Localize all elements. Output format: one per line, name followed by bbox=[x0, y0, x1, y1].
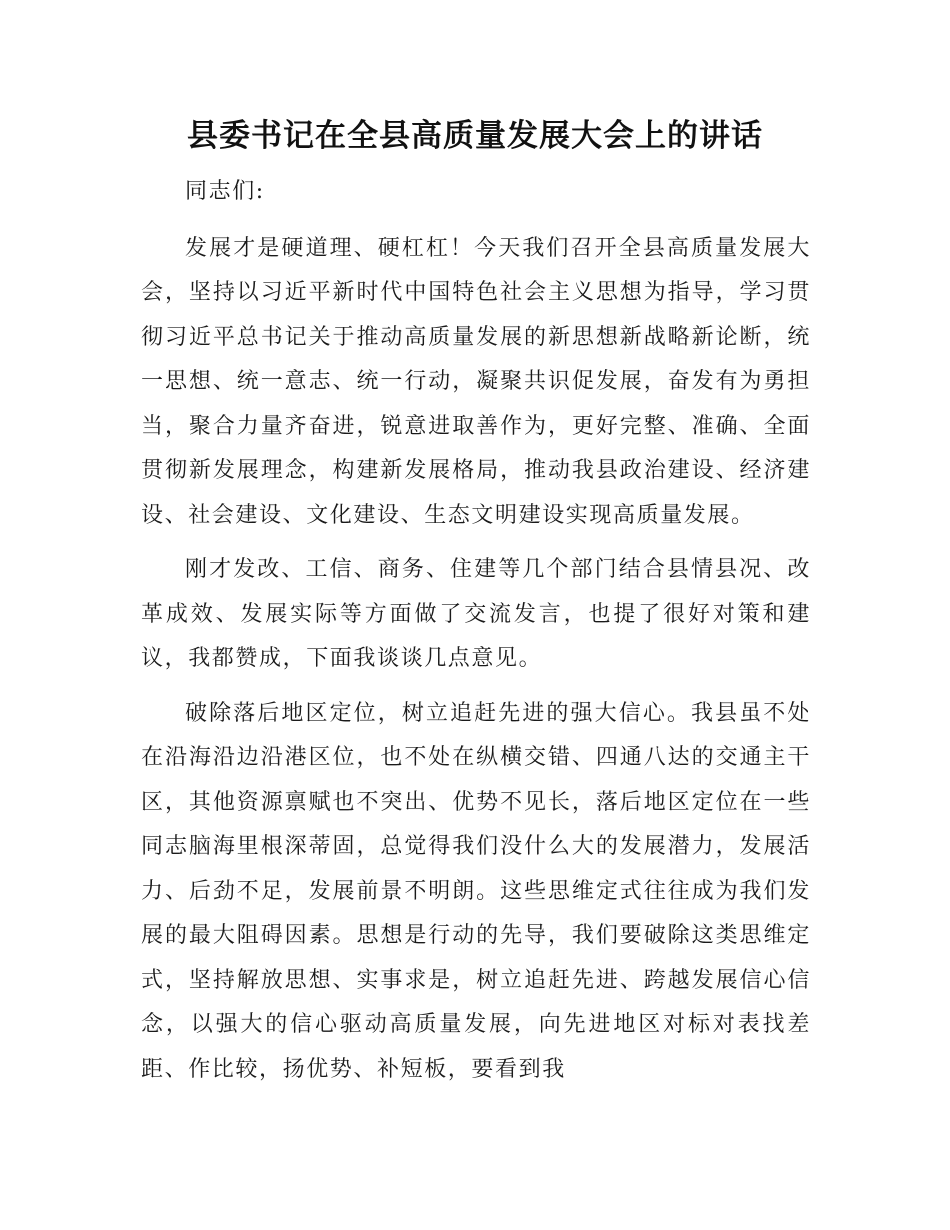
document-body bbox=[141, 170, 811, 1102]
paragraph-2: 刚才发改、工信、商务、住建等几个部门结合县情县况、改革成效、发展实际等方面做了交流发言，也提了很好对策和建议，我都赞成，下面我谈谈几点意见。 bbox=[141, 557, 811, 671]
paragraph-3: 破除落后地区定位，树立追赶先进的强大信心。我县虽不处在沿海沿边沿港区位，也不处在纵横交错、四通八达的交通主干区，其他资源禀赋也不突出、优势不见长，落后地区定位在一些同志脑海里根深蒂固，总觉得我们没什么大的发展潜力，发展活力、后劲不足，发展前景不明朗。这些思维定式往往成为我们发展的最大阻碍因素。思想是行动的先导，我们要破除这类思维定式，坚持解放思想、实事求是，树立追赶先进、跨越发展信心信念，以强大的信心驱动高质量发展，向先进地区对标对表找差距、作比较，扬优势、补短板，要看到我 bbox=[141, 700, 811, 1082]
paragraph-1: 发展才是硬道理、硬杠杠！今天我们召开全县高质量发展大会，坚持以习近平新时代中国特色社会主义思想为指导，学习贯彻习近平总书记关于推动高质量发展的新思想新战略新论断，统一思想、统一意志、统一行动，凝聚共识促发展，奋发有为勇担当，聚合力量齐奋进，锐意进取善作为，更好完整、准确、全面贯彻新发展理念，构建新发展格局，推动我县政治建设、经济建设、社会建设、文化建设、生态文明建设实现高质量发展。 bbox=[141, 235, 811, 528]
document-title: 县委书记在全县高质量发展大会上的讲话 bbox=[187, 118, 763, 154]
salutation: 同志们: bbox=[185, 179, 265, 204]
